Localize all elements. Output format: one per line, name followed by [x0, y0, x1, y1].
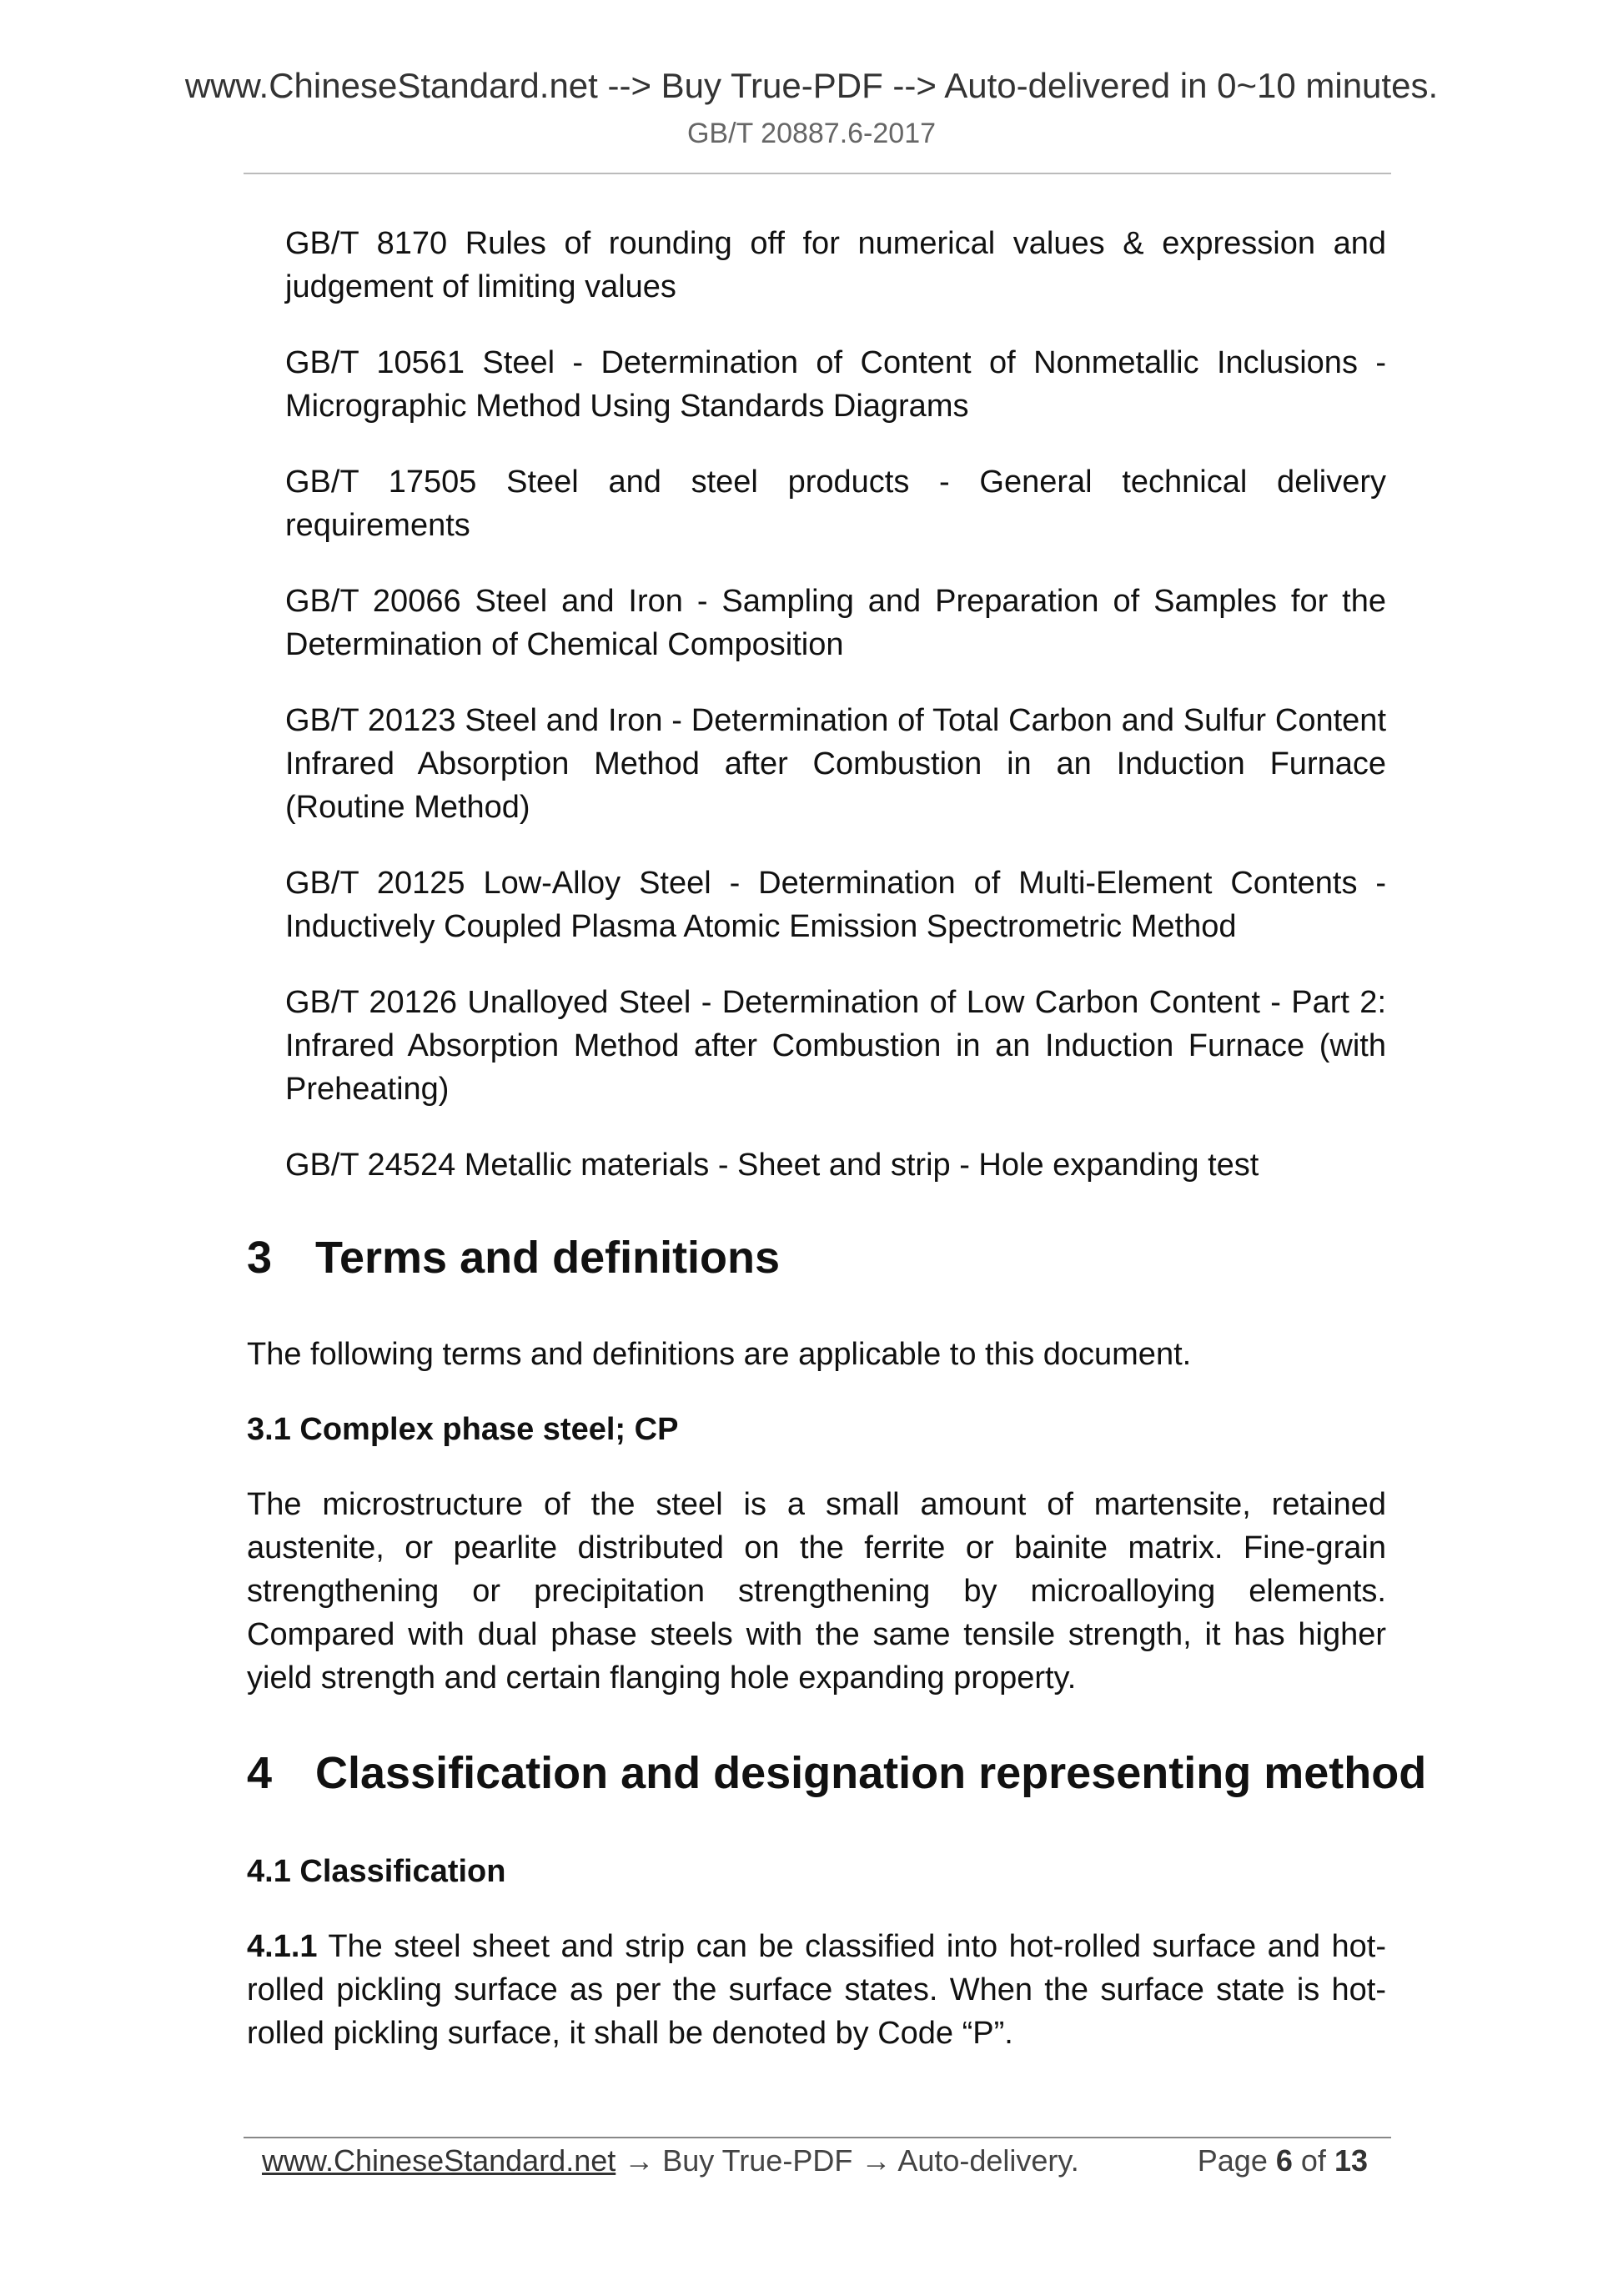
footer-promo-text: → Buy True-PDF → Auto-delivery. [616, 2143, 1079, 2178]
subsection-4-1-heading: 4.1 Classification [247, 1854, 506, 1889]
footer-divider [244, 2137, 1391, 2138]
reference-item: GB/T 20125 Low-Alloy Steel - Determination of Multi-Element Contents - Inductively Coupled Plasma Atomic Emission Spectrometric Method [285, 866, 1386, 944]
reference-item: GB/T 20066 Steel and Iron - Sampling and Preparation of Samples for the Determination of Chemical Composition [285, 584, 1386, 662]
reference-item: GB/T 24524 Metallic materials - Sheet and strip - Hole expanding test [285, 1148, 1259, 1183]
total-pages-number: 13 [1334, 2143, 1368, 2178]
footer-promo [262, 2141, 1079, 2181]
section-3-heading [247, 1231, 1386, 1284]
standard-id: GB/T 20887.6-2017 [686, 118, 937, 149]
section-3-title: Terms and definitions [315, 1233, 781, 1283]
term-3-1-heading: 3.1 Complex phase steel; CP [247, 1412, 679, 1447]
reference-item: GB/T 10561 Steel - Determination of Content of Nonmetallic Inclusions - Micrographic Method Using Standards Diagrams [285, 345, 1386, 424]
section-4-title: Classification and designation representing method [315, 1748, 1427, 1798]
reference-item: GB/T 17505 Steel and steel products - General technical delivery requirements [285, 465, 1386, 543]
normative-references-list [285, 222, 1386, 1219]
page-indicator [1198, 2141, 1368, 2181]
section-4-number: 4 [247, 1748, 273, 1798]
term-3-1-definition: The microstructure of the steel is a small amount of martensite, retained austenite, or pearlite distributed on the ferrite or bainite matrix. Fine-grain strengthening or precipitation strengthening by microalloying elements. Compared with dual phase steels with the same tensile strength, it has higher yield strength and certain flanging hole expanding property. [247, 1487, 1386, 1696]
reference-item: GB/T 20123 Steel and Iron - Determination of Total Carbon and Sulfur Content Infrared Absorption Method after Combustion in an Induction Furnace (Routine Method) [285, 703, 1386, 825]
section-4-heading [247, 1746, 1427, 1800]
of-label: of [1300, 2143, 1326, 2178]
reference-item: GB/T 20126 Unalloyed Steel - Determination of Low Carbon Content - Part 2: Infrared Absorption Method after Combustion in an Induction Furnace (with Preheating) [285, 985, 1386, 1107]
reference-item: GB/T 8170 Rules of rounding off for numerical values & expression and judgement of limiting values [285, 226, 1386, 304]
section-3-number: 3 [247, 1233, 273, 1283]
current-page-number: 6 [1275, 2143, 1293, 2178]
header-banner: www.ChineseStandard.net --> Buy True-PDF --> Auto-delivered in 0~10 minutes. [184, 66, 1439, 105]
clause-4-1-1 [247, 1925, 1386, 2055]
page-label: Page [1197, 2143, 1268, 2178]
section-3-intro: The following terms and definitions are applicable to this document. [247, 1337, 1192, 1372]
header-divider [244, 173, 1391, 174]
clause-4-1-1-number: 4.1.1 [247, 1929, 318, 1964]
footer-site-link[interactable]: www.ChineseStandard.net [262, 2143, 616, 2178]
clause-4-1-1-text: The steel sheet and strip can be classified into hot-rolled surface and hot-rolled pickling surface as per the surface states. When the surface state is hot-rolled pickling surface, it shall be denoted by Code “P”. [247, 1929, 1386, 2051]
